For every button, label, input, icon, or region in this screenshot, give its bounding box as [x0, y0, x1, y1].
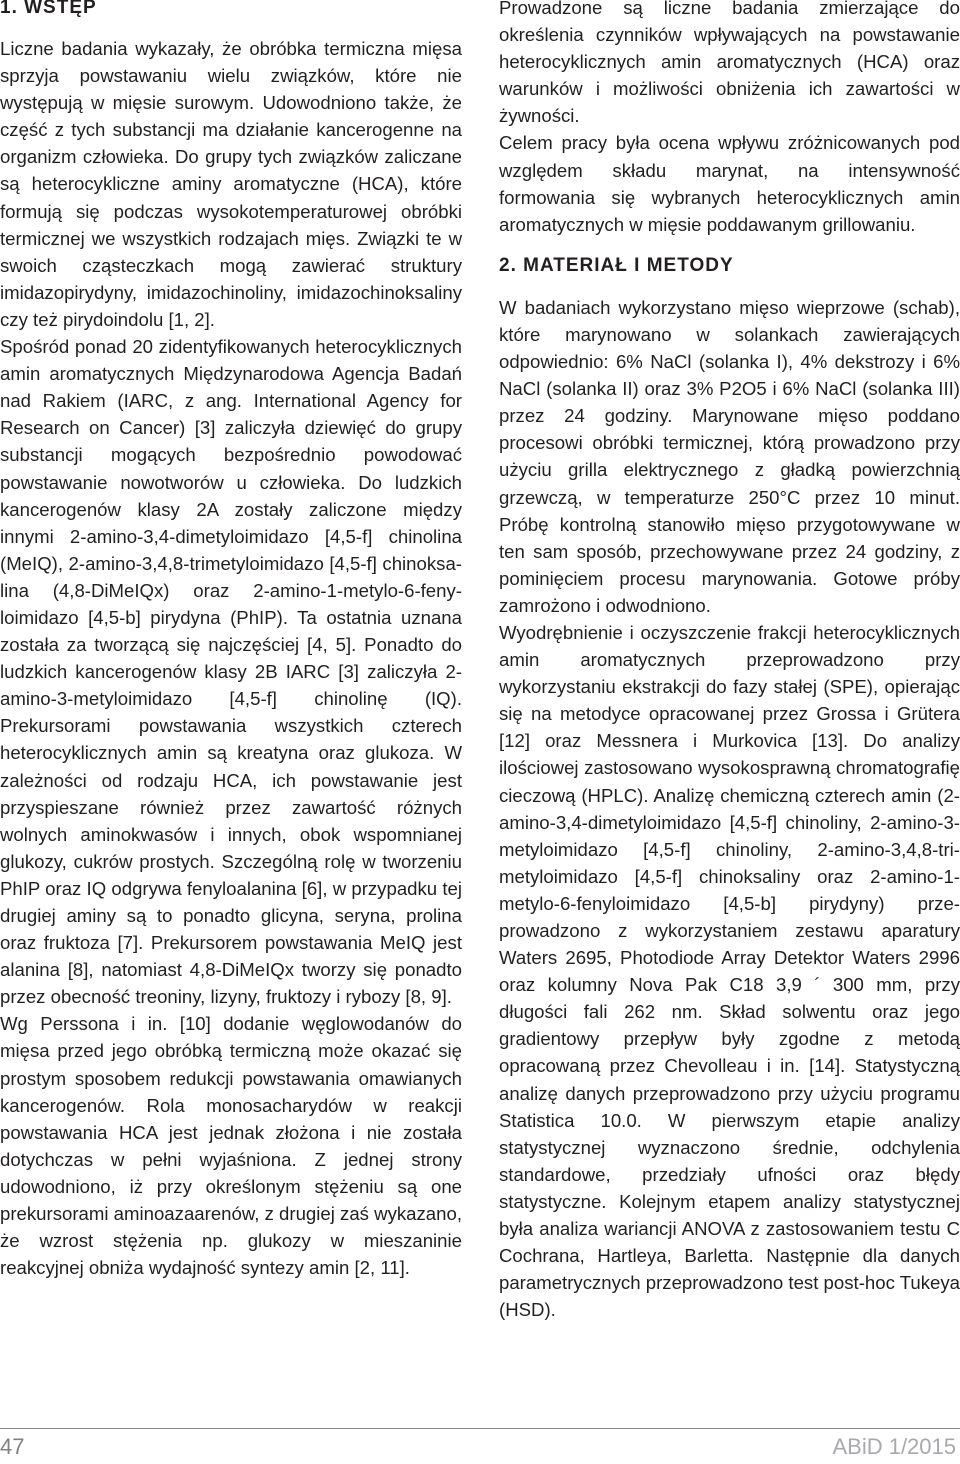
- intro-paragraph-1: Liczne badania wykazały, że obróbka termiczna mięsa sprzyja powstawaniu wielu związków, które nie występują w mięsie surowym. Udowodniono także, że część z tych substancji ma działanie kancerogenne na organizm człowieka. Do grupy tych związków zaliczane są heterocykliczne aminy aromatyczne (HCA), które formują się podczas wysokotemperaturowej obróbki termicznej we wszystkich rodzajach mięs. Związki te w swoich cząsteczkach mogą zawierać struktury imidazopirydyny, imidazochinoliny, imidazochinoksaliny czy też pirydoindolu [1, 2].: [0, 38, 462, 330]
- methods-paragraph-2: Wyodrębnienie i oczyszczenie frakcji heterocyklicznych amin aromatycznych przeprowadzono przy wykorzystaniu ekstrakcji do fazy stałej (SPE), opierając się na metodyce opracowanej przez Grossa i Grütera [12] oraz Messnera i Murkovica [13]. Do analizy ilościowej zastosowano wysokosprawną chromatografię cieczową (HPLC). Analizę chemiczną czterech amin (2-amino-3,4-dimetyloimidazo [4,5-f] chinoliny, 2-amino-3-metyloimidazo [4,5-f] chinoliny, 2-amino-3,4,8-trimetyloimidazo [4,5-f] chinoksaliny oraz 2-amino-1-metylo-6-fenyloimidazo [4,5-b] pirydyny) przeprowadzono z wykorzystaniem zestawu aparatury Waters 2695, Photodiode Array Detektor Waters 2996 oraz kolumny Nova Pak C18 3,9 ´ 300 mm, przy długości fali 262 nm. Skład solwentu oraz jego gradientowy przepływ były zgodne z metodą opracowaną przez Chevolleau i in. [14]. Statystyczną analizę danych przeprowadzono przy użyciu programu Statistica 10.0. W pierwszym etapie analizy statystycznej wyznaczono średnie, odchylenia standardowe, przedziały ufności oraz błędy statystyczne. Kolejnym etapem analizy statystycznej była analiza wariancji ANOVA z zastosowaniem testu C Cochrana, Hartleya, Barletta. Następnie dla danych parametrycznych przeprowadzono test post-hoc Tukeya (HSD).: [499, 621, 960, 1321]
- aims-paragraph-1: Prowadzone są liczne badania zmierzające do określenia czynników wpływających na powstawanie heterocyklicznych amin aromatycznych (HCA) oraz warunków i możliwości obniżenia ich zawartości w żywności.: [499, 0, 960, 127]
- aims-paragraph-2: Celem pracy była ocena wpływu zróżnicowanych pod względem składu marynat, na intensywność formowania się wybranych heterocyklicznych amin aromatycznych w mięsie poddawanym grillowaniu.: [499, 132, 960, 235]
- intro-paragraph-2: Spośród ponad 20 zidentyfikowanych heterocyklicznych amin aromatycznych Międzynarodowa Agencja Badań nad Rakiem (IARC, z ang. International Agency for Research on Cancer) [3] zaliczyła dziewięć do grupy substancji mogących bezpośrednio powodować powstawanie nowotworów u człowieka. Do ludzkich kancerogenów klasy 2A zostały zaliczone między innymi 2-amino-3,4-dimetyloimidazo [4,5-f] chinolina (MeIQ), 2-amino-3,4,8-trimetyloimidazo [4,5-f] chinoksalina (4,8-DiMeIQx) oraz 2-amino-1-metylo-6-fenyloimidazo [4,5-b] pirydyna (PhIP). Ta ostatnia uznana została za tworzącą się najczęściej [4, 5]. Ponadto do ludzkich kancerogenów klasy 2B IARC [3] zaliczyła 2-amino-3-metyloimidazo [4,5-f] chinolinę (IQ). Prekursorami powstawania wszystkich czterech heterocyklicznych amin są kreatyna oraz glukoza. W zależności od rodzaju HCA, ich powstawanie jest przyspieszane również przez zawartość różnych wolnych aminokwasów i innych, obok wspomnianej glukozy, cukrów prostych. Szczególną rolę w tworzeniu PhIP oraz IQ odgrywa fenyloalanina [6], w przypadku tej drugiej aminy są to ponadto glicyna, seryna, prolina oraz fruktoza [7]. Prekursorem powstawania MeIQ jest alanina [8], natomiast 4,8-DiMeIQx tworzy się ponadto przez obecność treoniny, lizyny, fruktozy i rybozy [8, 9].: [0, 336, 462, 1008]
- section-heading-introduction: 1. WSTĘP: [0, 0, 97, 18]
- section-heading-methods: 2. MATERIAŁ I METODY: [499, 254, 734, 276]
- methods-paragraph-1: W badaniach wykorzystano mięso wieprzowe (schab), które marynowano w solankach zawierających odpowiednio: 6% NaCl (solanka I), 4% dekstrozy i 6% NaCl (solanka II) oraz 3% P2O5 i 6% NaCl (solanka III) przez 24 godziny. Marynowane mięso poddano procesowi obróbki termicznej, którą prowadzono przy użyciu grilla elektrycznego z gładką powierzchnią grzewczą, w temperaturze 250°C przez 10 minut. Próbę kontrolną stanowiło mięso przygotowywane w ten sam sposób, przechowywane przez 24 godziny, z pominięciem procesu marynowania. Gotowe próby zamrożono i odwodniono.: [499, 296, 960, 616]
- footer-rule: [0, 1428, 960, 1429]
- page-number: 47: [0, 1434, 25, 1459]
- journal-issue: ABiD 1/2015: [832, 1434, 956, 1459]
- left-column: [0, 0, 462, 1281]
- intro-paragraph-3: Wg Perssona i in. [10] dodanie węglowodanów do mięsa przed jego obróbką termiczną może okazać się prostym sposobem redukcji powstawania omawianych kancerogenów. Rola monosacharydów w reakcji powstawania HCA jest jednak złożona i nie została dotychczas w pełni wyjaśniona. Z jednej strony udowodniono, iż przy określonym stężeniu są one prekursorami aminoazaarenów, z drugiej zaś wykazano, że wzrost stężenia np. glukozy w mieszaninie reakcyjnej obniża wydajność syntezy amin [2, 11].: [0, 1013, 462, 1279]
- right-column: [499, 0, 960, 1323]
